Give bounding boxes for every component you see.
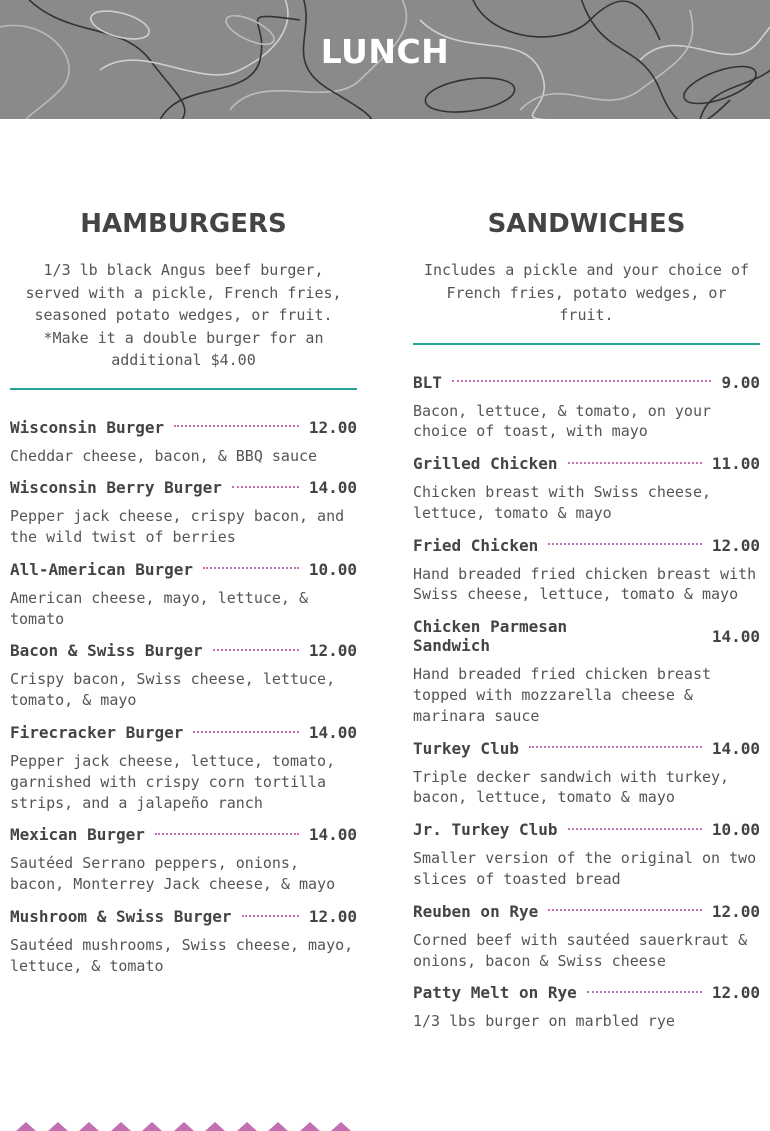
item-description: Smaller version of the original on two slices of toasted bread (413, 849, 757, 889)
item-name: Patty Melt on Rye (413, 983, 577, 1003)
menu-item-blt (413, 373, 760, 443)
hamburgers-section (10, 205, 357, 989)
item-description: Cheddar cheese, bacon, & BBQ sauce (10, 446, 318, 465)
menu-item-all-american-burger (10, 560, 357, 630)
menu-item-patty-melt-on-rye (413, 983, 760, 1032)
item-price: 12.00 (308, 907, 357, 927)
menu-item-mushroom-swiss-burger (10, 907, 357, 977)
item-description: Hand breaded fried chicken breast with Swiss cheese, lettuce, tomato & mayo (413, 564, 757, 604)
item-name: Mushroom & Swiss Burger (10, 907, 232, 927)
item-name: Firecracker Burger (10, 723, 184, 743)
hamburgers-divider (10, 388, 357, 390)
item-description: Triple decker sandwich with turkey, bacon, lettuce, tomato & mayo (413, 767, 730, 807)
item-description: Sautéed Serrano peppers, onions, bacon, Monterrey Jack cheese, & mayo (10, 854, 336, 894)
item-name: Jr. Turkey Club (413, 820, 558, 840)
dot-leader (548, 543, 702, 545)
item-name: Chicken Parmesan Sandwich (413, 617, 568, 656)
item-price: 14.00 (308, 723, 357, 743)
item-description: 1/3 lbs burger on marbled rye (413, 1012, 675, 1031)
dot-leader (452, 380, 712, 382)
menu-item-mexican-burger (10, 825, 357, 895)
dot-leader (213, 649, 299, 651)
dot-leader (174, 425, 299, 427)
item-price: 9.00 (721, 372, 760, 392)
item-price: 12.00 (711, 901, 760, 921)
item-price: 14.00 (308, 478, 357, 498)
item-description: Pepper jack cheese, lettuce, tomato, garnished with crispy corn tortilla strips, and a jalapeño ranch (10, 752, 336, 812)
dot-leader (193, 731, 298, 733)
sandwiches-description (413, 259, 760, 327)
item-name: Wisconsin Burger (10, 417, 165, 437)
item-price: 10.00 (711, 820, 760, 840)
sandwiches-divider (413, 343, 760, 345)
item-price: 10.00 (308, 559, 357, 579)
menu-item-chicken-parmesan-sandwich (413, 617, 760, 726)
item-name: BLT (413, 372, 442, 392)
dot-leader (529, 746, 702, 748)
item-name: Grilled Chicken (413, 454, 558, 474)
item-price: 12.00 (308, 641, 357, 661)
item-description: American cheese, mayo, lettuce, & tomato (10, 588, 309, 628)
hamburgers-description (10, 259, 357, 372)
dot-leader (568, 828, 702, 830)
item-description: Bacon, lettuce, & tomato, on your choice of toast, with mayo (413, 401, 712, 441)
diamond-border-decoration (10, 1122, 357, 1131)
item-price: 14.00 (308, 825, 357, 845)
item-name: Bacon & Swiss Burger (10, 641, 203, 661)
item-description: Pepper jack cheese, crispy bacon, and the wild twist of berries (10, 507, 345, 547)
item-price: 12.00 (308, 417, 357, 437)
menu-item-bacon-swiss-burger (10, 641, 357, 711)
hamburgers-description-text: 1/3 lb black Angus beef burger, served with a pickle, French fries, seasoned potato wedges, or fruit. (25, 261, 342, 324)
dot-leader (548, 909, 702, 911)
item-price: 12.00 (711, 535, 760, 555)
item-description: Hand breaded fried chicken breast topped with mozzarella cheese & marinara sauce (413, 665, 712, 725)
hamburgers-title: HAMBURGERS (80, 209, 287, 239)
dot-leader (587, 991, 702, 993)
item-price: 11.00 (711, 454, 760, 474)
item-description: Chicken breast with Swiss cheese, lettuce, tomato & mayo (413, 483, 712, 522)
item-description: Crispy bacon, Swiss cheese, lettuce, tomato, & mayo (10, 670, 336, 710)
sandwiches-title: SANDWICHES (487, 209, 686, 239)
menu-item-jr-turkey-club (413, 820, 760, 890)
item-name: All-American Burger (10, 559, 194, 579)
dot-leader (568, 462, 702, 464)
item-price: 12.00 (711, 983, 760, 1003)
page-title: LUNCH (320, 32, 450, 71)
menu-item-turkey-club (413, 739, 760, 809)
menu-item-wisconsin-burger (10, 418, 357, 467)
dot-leader (203, 567, 299, 569)
item-price: 14.00 (711, 626, 760, 646)
item-price: 14.00 (711, 738, 760, 758)
menu-item-firecracker-burger (10, 723, 357, 813)
hamburgers-note: *Make it a double burger for an additional $4.00 (43, 328, 324, 369)
menu-item-fried-chicken (413, 536, 760, 606)
item-name: Wisconsin Berry Burger (10, 478, 222, 498)
menu-item-wisconsin-berry-burger (10, 478, 357, 548)
item-name: Reuben on Rye (413, 901, 539, 921)
dot-leader (155, 833, 299, 835)
sandwiches-section (413, 205, 760, 1044)
item-description: Sautéed mushrooms, Swiss cheese, mayo, lettuce, & tomato (10, 936, 354, 975)
lunch-banner (0, 0, 770, 119)
dot-leader (232, 486, 299, 488)
item-name: Mexican Burger (10, 825, 145, 845)
item-description: Corned beef with sautéed sauerkraut & onions, bacon & Swiss cheese (413, 930, 748, 970)
item-name: Fried Chicken (413, 535, 539, 555)
item-name: Turkey Club (413, 738, 519, 758)
sandwiches-description-text: Includes a pickle and your choice of French fries, potato wedges, or fruit. (423, 261, 750, 324)
dot-leader (242, 915, 299, 917)
menu-item-reuben-on-rye (413, 902, 760, 972)
menu-item-grilled-chicken (413, 454, 760, 524)
